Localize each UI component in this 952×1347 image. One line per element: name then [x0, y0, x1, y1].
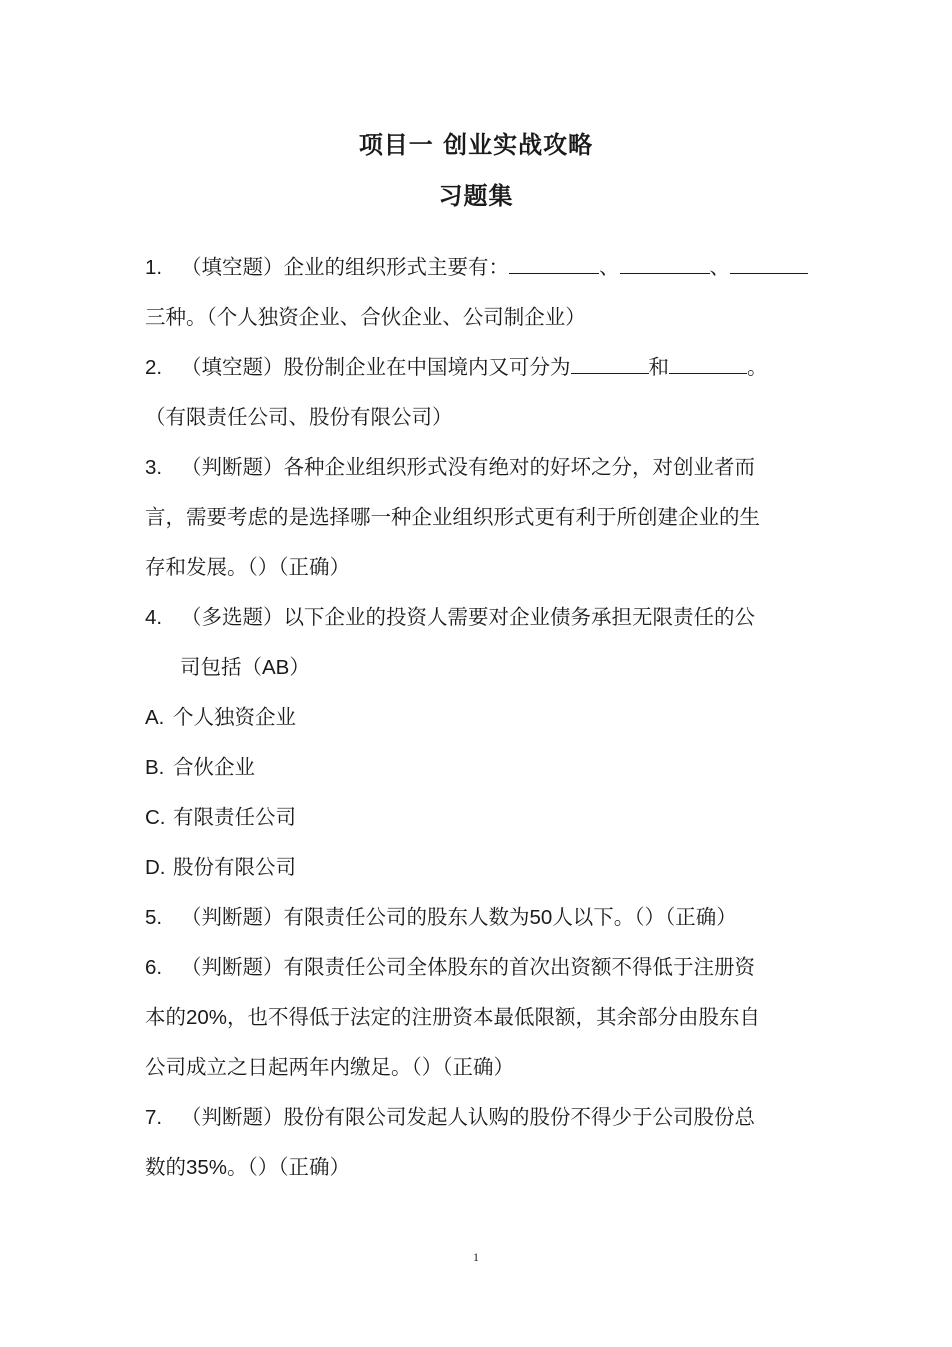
question-text: 人以下。（）（正确）: [552, 905, 737, 929]
question-text: 有限责任公司全体股东的首次出资额不得低于注册资: [283, 955, 755, 979]
question-type: （判断题）: [181, 905, 284, 929]
option-text: 合伙企业: [173, 755, 255, 779]
separator: 、: [709, 255, 730, 279]
question-text: 数的: [145, 1155, 186, 1179]
question-3-line-3: 存和发展。（）（正确）: [145, 555, 350, 579]
option-d: [145, 852, 815, 882]
question-text: 以下企业的投资人需要对企业债务承担无限责任的公: [283, 605, 755, 629]
question-number: 6.: [145, 956, 163, 979]
fill-blank: [509, 253, 599, 274]
question-type: （填空题）: [181, 355, 284, 379]
page-subtitle: 习题集: [438, 182, 514, 210]
question-text: 。（）（正确）: [227, 1155, 351, 1179]
question-type: （判断题）: [181, 955, 284, 979]
question-5-line-1: [145, 902, 815, 932]
option-letter: D.: [145, 856, 166, 879]
answer: AB: [262, 656, 290, 679]
option-letter: A.: [145, 706, 165, 729]
question-number: 2.: [145, 356, 163, 379]
question-3-line-1: [145, 452, 815, 482]
question-text: 股份有限公司发起人认购的股份不得少于公司股份总: [283, 1105, 755, 1129]
fill-blank: [571, 353, 649, 374]
question-text: 企业的组织形式主要有：: [283, 255, 509, 279]
option-letter: B.: [145, 756, 165, 779]
question-text: 司包括（: [180, 655, 262, 679]
question-text: 股份制企业在中国境内又可分为: [283, 355, 571, 379]
question-number: 7.: [145, 1106, 163, 1129]
separator: 、: [599, 255, 620, 279]
question-4-line-1: [145, 602, 815, 632]
question-4-line-2: [180, 652, 850, 682]
question-number: 4.: [145, 606, 163, 629]
option-b: [145, 752, 815, 782]
question-6-line-1: [145, 952, 815, 982]
question-text: 本的: [145, 1005, 186, 1029]
question-number: 5.: [145, 906, 163, 929]
page-number: 1: [473, 1250, 479, 1264]
fill-blank: [620, 253, 710, 274]
option-text: 股份有限公司: [173, 855, 296, 879]
question-text: ，也不得低于法定的注册资本最低限额，其余部分由股东自: [227, 1005, 761, 1029]
question-7-line-2: [145, 1152, 815, 1182]
question-2-line-1: [145, 352, 815, 382]
question-text: 有限责任公司的股东人数为: [283, 905, 530, 929]
number-value: 20%: [186, 1006, 228, 1029]
option-a: [145, 702, 815, 732]
question-number: 3.: [145, 456, 163, 479]
question-1-line-1: [145, 252, 815, 282]
question-text: ）: [289, 655, 310, 679]
fill-blank: [730, 253, 808, 274]
option-text: 个人独资企业: [173, 705, 296, 729]
question-6-line-3: 公司成立之日起两年内缴足。（）（正确）: [145, 1055, 514, 1079]
question-number: 1.: [145, 256, 163, 279]
question-2-line-2: （有限责任公司、股份有限公司）: [145, 405, 453, 429]
option-c: [145, 802, 815, 832]
fill-blank: [669, 353, 747, 374]
question-1-line-2: 三种。（个人独资企业、合伙企业、公司制企业）: [145, 305, 586, 329]
question-type: （多选题）: [181, 605, 284, 629]
question-text: 各种企业组织形式没有绝对的好坏之分，对创业者而: [283, 455, 755, 479]
option-letter: C.: [145, 806, 166, 829]
option-text: 有限责任公司: [173, 805, 296, 829]
page-title: 项目一 创业实战攻略: [358, 131, 594, 159]
question-type: （判断题）: [181, 1105, 284, 1129]
question-6-line-2: [145, 1002, 815, 1032]
question-type: （判断题）: [181, 455, 284, 479]
number-value: 50: [529, 906, 553, 929]
question-3-line-2: 言，需要考虑的是选择哪一种企业组织形式更有利于所创建企业的生: [145, 505, 760, 529]
connector: 和: [648, 355, 669, 379]
number-value: 35%: [186, 1156, 228, 1179]
period: 。: [747, 355, 768, 379]
question-type: （填空题）: [181, 255, 284, 279]
question-7-line-1: [145, 1102, 815, 1132]
